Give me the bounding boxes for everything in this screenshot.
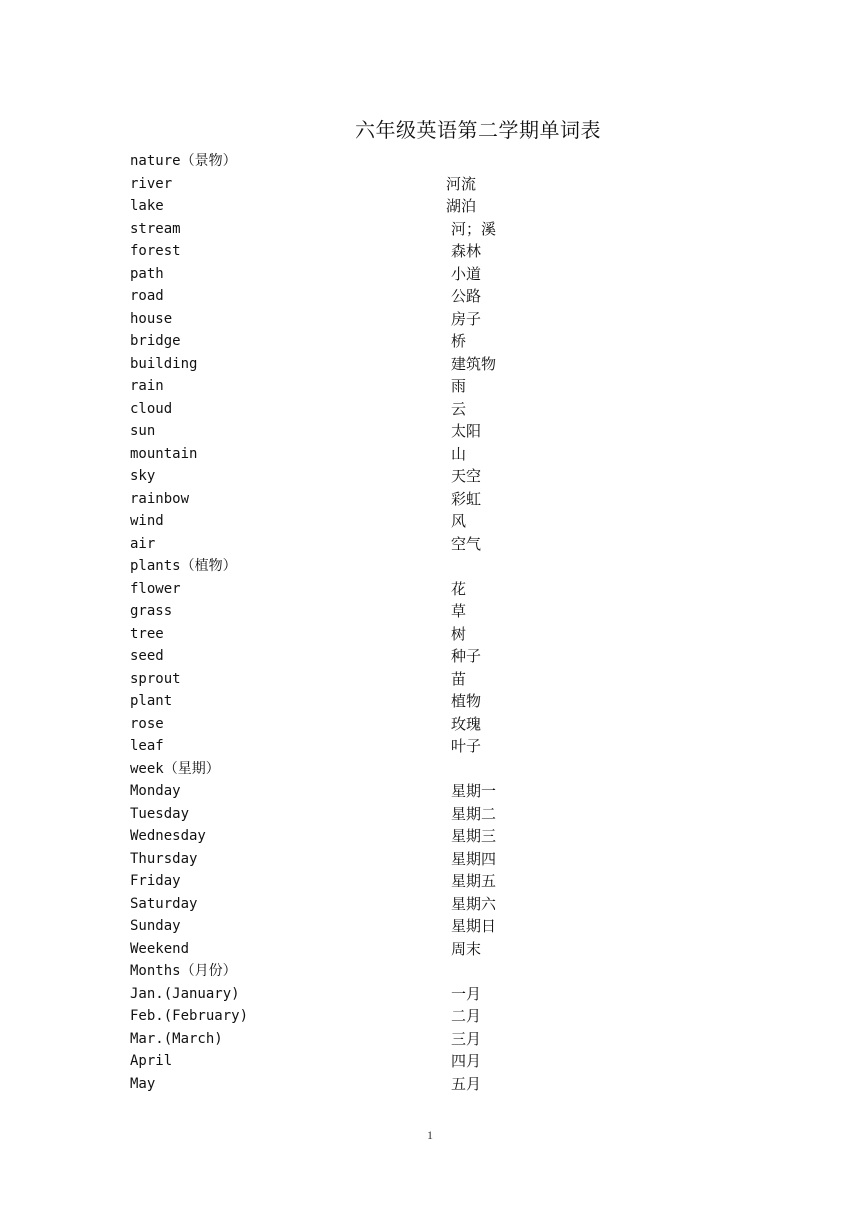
chinese-meaning: 五月 <box>451 1074 482 1093</box>
chinese-meaning: 树 <box>451 624 467 643</box>
chinese-meaning: 房子 <box>451 309 482 328</box>
english-word: Feb.(February) <box>130 1008 249 1024</box>
chinese-meaning: 玫瑰 <box>451 714 482 733</box>
section-heading <box>130 960 750 983</box>
english-word: Weekend <box>130 940 190 957</box>
chinese-meaning: 星期六 <box>451 894 497 913</box>
chinese-meaning: 一月 <box>451 984 482 1003</box>
chinese-meaning: 太阳 <box>451 422 482 440</box>
word-row <box>130 668 750 691</box>
english-word: path <box>130 265 164 282</box>
section-heading-text: nature（景物） <box>130 153 237 169</box>
chinese-meaning: 小道 <box>451 264 482 283</box>
chinese-meaning: 湖泊 <box>446 197 477 215</box>
english-word: April <box>130 1053 173 1069</box>
english-word: May <box>130 1075 156 1092</box>
english-word: cloud <box>130 400 173 417</box>
english-word: wind <box>130 513 164 529</box>
word-list <box>130 150 750 1095</box>
word-row <box>130 578 750 601</box>
chinese-meaning: 四月 <box>451 1052 482 1070</box>
word-row <box>130 623 750 646</box>
english-word: Friday <box>130 873 181 889</box>
chinese-meaning: 桥 <box>451 332 467 350</box>
word-row <box>130 1005 750 1028</box>
chinese-meaning: 星期五 <box>451 872 497 890</box>
chinese-meaning: 空气 <box>451 534 482 553</box>
word-row <box>130 533 750 556</box>
chinese-meaning: 森林 <box>451 242 482 260</box>
word-row <box>130 240 750 263</box>
english-word: plant <box>130 693 173 709</box>
english-word: rainbow <box>130 490 190 507</box>
section-heading-text: week（星期） <box>130 760 220 777</box>
english-word: Saturday <box>130 895 198 912</box>
word-row <box>130 420 750 443</box>
english-word: bridge <box>130 333 181 349</box>
chinese-meaning: 花 <box>451 579 467 598</box>
english-word: leaf <box>130 738 164 754</box>
word-row <box>130 353 750 376</box>
english-word: mountain <box>130 445 198 462</box>
word-row <box>130 1073 750 1096</box>
chinese-meaning: 苗 <box>451 669 467 688</box>
word-row <box>130 645 750 668</box>
word-row <box>130 173 750 196</box>
word-row <box>130 285 750 308</box>
word-row <box>130 465 750 488</box>
english-word: tree <box>130 625 164 642</box>
chinese-meaning: 星期四 <box>451 849 497 868</box>
word-row <box>130 735 750 758</box>
chinese-meaning: 雨 <box>451 377 467 395</box>
english-word: air <box>130 535 156 552</box>
word-row <box>130 308 750 331</box>
chinese-meaning: 草 <box>451 602 467 620</box>
english-word: house <box>130 310 173 327</box>
word-row <box>130 938 750 961</box>
chinese-meaning: 星期一 <box>451 782 497 800</box>
word-row <box>130 825 750 848</box>
english-word: stream <box>130 220 181 237</box>
word-row <box>130 848 750 871</box>
word-row <box>130 983 750 1006</box>
english-word: building <box>130 355 198 372</box>
english-word: sprout <box>130 670 181 687</box>
word-row <box>130 195 750 218</box>
word-row <box>130 1028 750 1051</box>
word-row <box>130 218 750 241</box>
section-heading-text: Months（月份） <box>130 963 237 979</box>
english-word: sky <box>130 468 156 484</box>
word-row <box>130 893 750 916</box>
english-word: rain <box>130 378 164 394</box>
word-row <box>130 330 750 353</box>
word-row <box>130 488 750 511</box>
chinese-meaning: 天空 <box>451 467 482 485</box>
chinese-meaning: 植物 <box>451 692 482 710</box>
english-word: road <box>130 288 164 304</box>
chinese-meaning: 星期日 <box>451 917 497 935</box>
word-row <box>130 263 750 286</box>
page-number: 1 <box>427 1128 433 1142</box>
english-word: Mar.(March) <box>130 1030 223 1047</box>
english-word: Tuesday <box>130 805 190 822</box>
word-row <box>130 690 750 713</box>
chinese-meaning: 二月 <box>451 1007 482 1025</box>
chinese-meaning: 河；溪 <box>451 219 497 238</box>
chinese-meaning: 公路 <box>451 287 482 305</box>
english-word: flower <box>130 580 181 597</box>
word-row <box>130 870 750 893</box>
chinese-meaning: 河流 <box>446 174 477 193</box>
chinese-meaning: 彩虹 <box>451 489 482 508</box>
english-word: Jan.(January) <box>130 985 240 1002</box>
section-heading <box>130 758 750 781</box>
chinese-meaning: 山 <box>451 444 467 463</box>
english-word: seed <box>130 648 164 664</box>
english-word: sun <box>130 423 156 439</box>
chinese-meaning: 建筑物 <box>451 354 497 373</box>
chinese-meaning: 星期二 <box>451 804 497 823</box>
english-word: forest <box>130 243 181 259</box>
word-row <box>130 803 750 826</box>
word-row <box>130 915 750 938</box>
english-word: rose <box>130 715 164 732</box>
chinese-meaning: 种子 <box>451 647 482 665</box>
chinese-meaning: 三月 <box>451 1029 482 1048</box>
word-row <box>130 600 750 623</box>
chinese-meaning: 风 <box>451 512 467 530</box>
word-row <box>130 1050 750 1073</box>
word-row <box>130 510 750 533</box>
page-title: 六年级英语第二学期单词表 <box>355 118 601 142</box>
english-word: river <box>130 175 173 192</box>
word-row <box>130 375 750 398</box>
chinese-meaning: 周末 <box>451 939 482 958</box>
english-word: Sunday <box>130 918 181 934</box>
word-row <box>130 398 750 421</box>
word-row <box>130 780 750 803</box>
word-row <box>130 443 750 466</box>
section-heading <box>130 555 750 578</box>
english-word: grass <box>130 603 173 619</box>
word-row <box>130 713 750 736</box>
english-word: Monday <box>130 783 181 799</box>
section-heading <box>130 150 750 173</box>
english-word: Thursday <box>130 850 198 867</box>
english-word: lake <box>130 198 164 214</box>
chinese-meaning: 星期三 <box>451 827 497 845</box>
chinese-meaning: 叶子 <box>451 737 482 755</box>
section-heading-text: plants（植物） <box>130 558 237 574</box>
chinese-meaning: 云 <box>451 399 467 418</box>
english-word: Wednesday <box>130 828 206 844</box>
